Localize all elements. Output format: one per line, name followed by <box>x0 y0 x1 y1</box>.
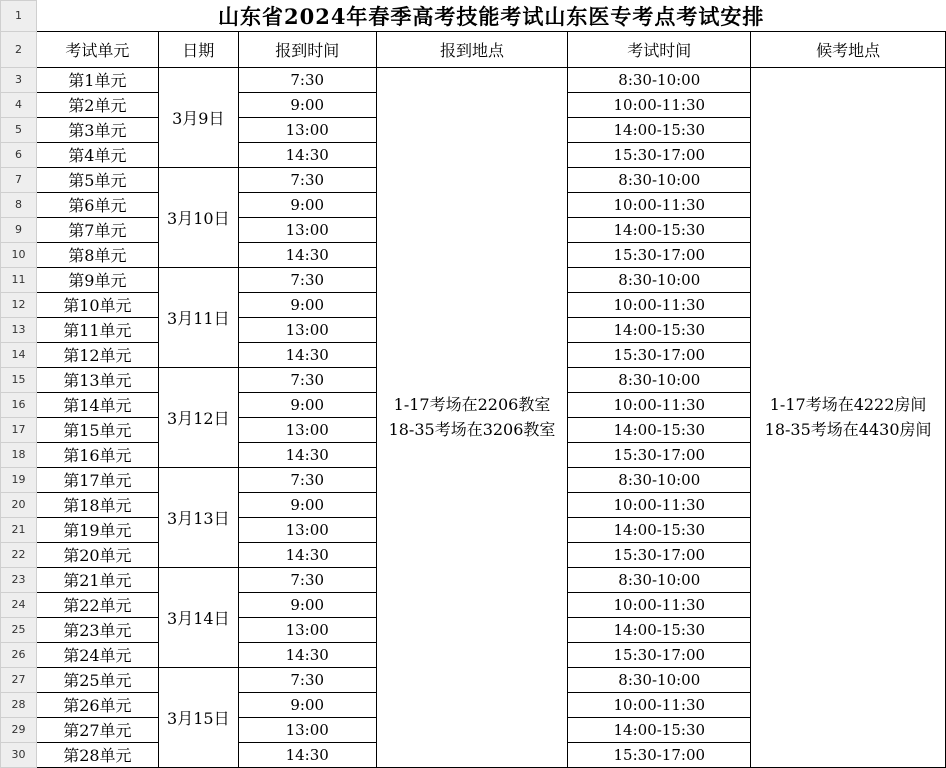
checkin-location-line: 1-17考场在2206教室 <box>393 395 551 414</box>
checkin-time-cell: 14:30 <box>238 442 376 467</box>
unit-cell: 第1单元 <box>36 67 158 92</box>
row-number: 19 <box>1 467 37 492</box>
unit-cell: 第6单元 <box>36 192 158 217</box>
checkin-time-cell: 14:30 <box>238 742 376 767</box>
header-checkin-location: 报到地点 <box>376 31 568 67</box>
unit-cell: 第12单元 <box>36 342 158 367</box>
unit-cell: 第27单元 <box>36 717 158 742</box>
exam-time-cell: 10:00-11:30 <box>568 592 751 617</box>
exam-time-cell: 14:00-15:30 <box>568 517 751 542</box>
row-number: 5 <box>1 117 37 142</box>
unit-cell: 第23单元 <box>36 617 158 642</box>
checkin-time-cell: 13:00 <box>238 117 376 142</box>
unit-cell: 第15单元 <box>36 417 158 442</box>
checkin-time-cell: 7:30 <box>238 367 376 392</box>
unit-cell: 第22单元 <box>36 592 158 617</box>
date-cell: 3月9日 <box>158 67 238 167</box>
unit-cell: 第5单元 <box>36 167 158 192</box>
exam-time-cell: 10:00-11:30 <box>568 492 751 517</box>
checkin-time-cell: 9:00 <box>238 592 376 617</box>
exam-time-cell: 14:00-15:30 <box>568 117 751 142</box>
exam-time-cell: 15:30-17:00 <box>568 342 751 367</box>
checkin-time-cell: 9:00 <box>238 292 376 317</box>
row-number: 14 <box>1 342 37 367</box>
exam-time-cell: 10:00-11:30 <box>568 392 751 417</box>
checkin-time-cell: 7:30 <box>238 67 376 92</box>
row-number: 2 <box>1 31 37 67</box>
exam-time-cell: 8:30-10:00 <box>568 567 751 592</box>
unit-cell: 第19单元 <box>36 517 158 542</box>
exam-time-cell: 8:30-10:00 <box>568 467 751 492</box>
row-number: 12 <box>1 292 37 317</box>
exam-time-cell: 15:30-17:00 <box>568 442 751 467</box>
unit-cell: 第2单元 <box>36 92 158 117</box>
date-cell: 3月10日 <box>158 167 238 267</box>
row-number: 18 <box>1 442 37 467</box>
row-number: 17 <box>1 417 37 442</box>
row-number: 26 <box>1 642 37 667</box>
unit-cell: 第9单元 <box>36 267 158 292</box>
row-number: 23 <box>1 567 37 592</box>
date-cell: 3月12日 <box>158 367 238 467</box>
unit-cell: 第24单元 <box>36 642 158 667</box>
unit-cell: 第3单元 <box>36 117 158 142</box>
row-number: 29 <box>1 717 37 742</box>
checkin-time-cell: 14:30 <box>238 242 376 267</box>
checkin-location-line: 18-35考场在3206教室 <box>388 420 556 439</box>
unit-cell: 第7单元 <box>36 217 158 242</box>
date-cell: 3月15日 <box>158 667 238 767</box>
row-number: 6 <box>1 142 37 167</box>
sheet-title: 山东省2024年春季高考技能考试山东医专考点考试安排 <box>36 1 945 32</box>
checkin-time-cell: 9:00 <box>238 92 376 117</box>
checkin-time-cell: 14:30 <box>238 142 376 167</box>
row-number: 15 <box>1 367 37 392</box>
checkin-time-cell: 9:00 <box>238 692 376 717</box>
row-number: 1 <box>1 1 37 32</box>
exam-time-cell: 10:00-11:30 <box>568 692 751 717</box>
exam-time-cell: 14:00-15:30 <box>568 717 751 742</box>
row-number: 16 <box>1 392 37 417</box>
exam-time-cell: 15:30-17:00 <box>568 542 751 567</box>
checkin-time-cell: 13:00 <box>238 717 376 742</box>
unit-cell: 第4单元 <box>36 142 158 167</box>
row-number: 27 <box>1 667 37 692</box>
unit-cell: 第28单元 <box>36 742 158 767</box>
exam-time-cell: 14:00-15:30 <box>568 617 751 642</box>
exam-time-cell: 15:30-17:00 <box>568 742 751 767</box>
header-checkin-time: 报到时间 <box>238 31 376 67</box>
checkin-time-cell: 9:00 <box>238 392 376 417</box>
exam-time-cell: 14:00-15:30 <box>568 317 751 342</box>
row-number: 28 <box>1 692 37 717</box>
unit-cell: 第16单元 <box>36 442 158 467</box>
header-waiting-location: 候考地点 <box>751 31 946 67</box>
row-number: 11 <box>1 267 37 292</box>
checkin-time-cell: 13:00 <box>238 517 376 542</box>
checkin-time-cell: 7:30 <box>238 467 376 492</box>
exam-time-cell: 14:00-15:30 <box>568 217 751 242</box>
header-date: 日期 <box>158 31 238 67</box>
unit-cell: 第13单元 <box>36 367 158 392</box>
unit-cell: 第11单元 <box>36 317 158 342</box>
date-cell: 3月14日 <box>158 567 238 667</box>
row-number: 13 <box>1 317 37 342</box>
checkin-time-cell: 7:30 <box>238 667 376 692</box>
exam-time-cell: 15:30-17:00 <box>568 642 751 667</box>
unit-cell: 第26单元 <box>36 692 158 717</box>
unit-cell: 第17单元 <box>36 467 158 492</box>
row-number: 10 <box>1 242 37 267</box>
exam-time-cell: 15:30-17:00 <box>568 242 751 267</box>
checkin-time-cell: 14:30 <box>238 642 376 667</box>
exam-time-cell: 10:00-11:30 <box>568 92 751 117</box>
unit-cell: 第10单元 <box>36 292 158 317</box>
row-number: 25 <box>1 617 37 642</box>
exam-time-cell: 15:30-17:00 <box>568 142 751 167</box>
row-number: 3 <box>1 67 37 92</box>
exam-time-cell: 14:00-15:30 <box>568 417 751 442</box>
title-row <box>1 1 946 32</box>
unit-cell: 第25单元 <box>36 667 158 692</box>
row-number: 4 <box>1 92 37 117</box>
unit-cell: 第21单元 <box>36 567 158 592</box>
row-number: 20 <box>1 492 37 517</box>
exam-time-cell: 8:30-10:00 <box>568 667 751 692</box>
waiting-location-line: 18-35考场在4430房间 <box>764 420 932 439</box>
checkin-time-cell: 7:30 <box>238 167 376 192</box>
unit-cell: 第18单元 <box>36 492 158 517</box>
checkin-time-cell: 13:00 <box>238 217 376 242</box>
exam-time-cell: 8:30-10:00 <box>568 167 751 192</box>
checkin-time-cell: 9:00 <box>238 192 376 217</box>
waiting-location-line: 1-17考场在4222房间 <box>769 395 927 414</box>
exam-time-cell: 10:00-11:30 <box>568 192 751 217</box>
header-row <box>1 31 946 67</box>
row-number: 21 <box>1 517 37 542</box>
checkin-time-cell: 14:30 <box>238 342 376 367</box>
row-number: 24 <box>1 592 37 617</box>
header-unit: 考试单元 <box>36 31 158 67</box>
row-number: 8 <box>1 192 37 217</box>
row-number: 30 <box>1 742 37 767</box>
unit-cell: 第14单元 <box>36 392 158 417</box>
row-number: 22 <box>1 542 37 567</box>
exam-time-cell: 8:30-10:00 <box>568 367 751 392</box>
checkin-time-cell: 13:00 <box>238 417 376 442</box>
exam-time-cell: 10:00-11:30 <box>568 292 751 317</box>
checkin-time-cell: 7:30 <box>238 567 376 592</box>
unit-cell: 第20单元 <box>36 542 158 567</box>
exam-time-cell: 8:30-10:00 <box>568 267 751 292</box>
checkin-location-cell <box>376 67 568 767</box>
unit-cell: 第8单元 <box>36 242 158 267</box>
checkin-time-cell: 13:00 <box>238 617 376 642</box>
date-cell: 3月13日 <box>158 467 238 567</box>
checkin-time-cell: 7:30 <box>238 267 376 292</box>
checkin-time-cell: 13:00 <box>238 317 376 342</box>
row-number: 7 <box>1 167 37 192</box>
row-number: 9 <box>1 217 37 242</box>
checkin-time-cell: 9:00 <box>238 492 376 517</box>
checkin-time-cell: 14:30 <box>238 542 376 567</box>
exam-time-cell: 8:30-10:00 <box>568 67 751 92</box>
header-exam-time: 考试时间 <box>568 31 751 67</box>
waiting-location-cell <box>751 67 946 767</box>
date-cell: 3月11日 <box>158 267 238 367</box>
table-row <box>1 67 946 92</box>
